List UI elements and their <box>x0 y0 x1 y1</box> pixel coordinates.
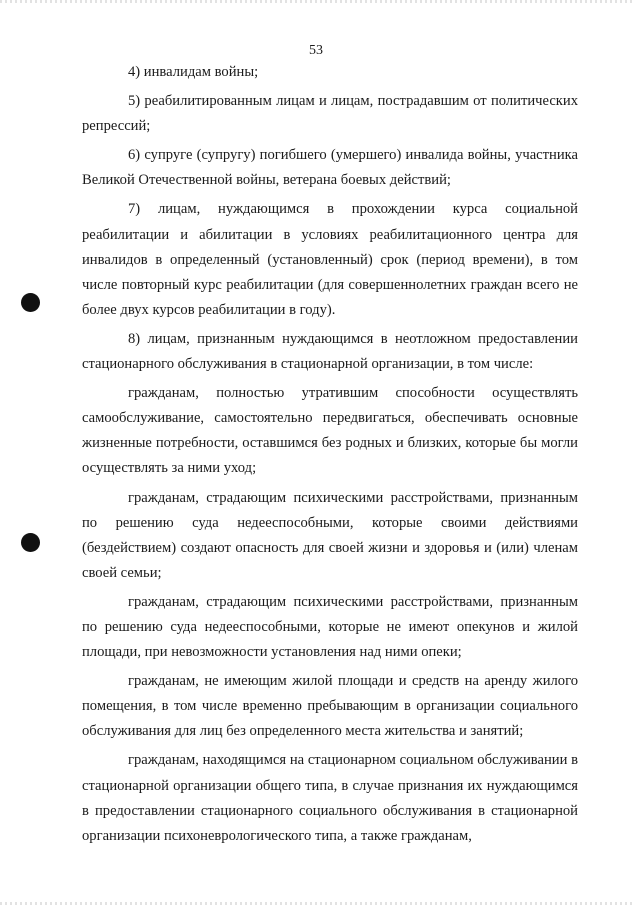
paragraph-item-7: 7) лицам, нуждающимся в прохождении курса социальной реабилитации и абилитации в условиях реабилитационного центра для инвалидов в определенный (установленный) срок (период времени), в том числе повторный курс реабилитации (для совершеннолетних граждан всего не более двух курсов реабилитации в году). <box>82 201 578 318</box>
paragraph-item-4: 4) инвалидам войны; <box>128 64 259 80</box>
paragraph-item-6: 6) супруге (супругу) погибшего (умершего) инвалида войны, участника Великой Отечественной войны, ветерана боевых действий; <box>82 147 578 189</box>
paragraph-subitem-4: гражданам, не имеющим жилой площади и средств на аренду жилого помещения, в том числе временно пребывающим в организации социального обслуживания для лиц без определенного места жительства и занятий; <box>82 673 578 740</box>
paragraph-subitem-5: гражданам, находящимся на стационарном социальном обслуживании в стационарной организации общего типа, в случае признания их нуждающимся в предоставлении стационарного социального обслуживания в стационарной организации психоневрологического типа, а также гражданам, <box>82 752 578 844</box>
paragraph-subitem-2: гражданам, страдающим психическими расстройствами, признанным по решению суда недееспособными, которые своими действиями (бездействием) создают опасность для своей жизни и здоровья и (или) членам своей семьи; <box>82 489 578 581</box>
scan-edge-top <box>0 0 632 3</box>
punch-hole-top <box>21 293 40 312</box>
page-number: 53 <box>309 43 323 58</box>
document-body <box>82 60 578 849</box>
paragraph-item-5: 5) реабилитированным лицам и лицам, пострадавшим от политических репрессий; <box>82 93 578 135</box>
paragraph-subitem-1: гражданам, полностью утратившим способности осуществлять самообслуживание, самостоятельно передвигаться, обеспечивать основные жизненные потребности, оставшимся без родных и близких, которые бы могли осуществлять за ними уход; <box>82 385 578 477</box>
paragraph-item-8: 8) лицам, признанным нуждающимся в неотложном предоставлении стационарного обслуживания в стационарной организации, в том числе: <box>82 330 578 373</box>
paragraph-subitem-3: гражданам, страдающим психическими расстройствами, признанным по решению суда недееспособными, которые не имеют опекунов и жилой площади, при невозможности установления над ними опеки; <box>82 593 578 661</box>
punch-hole-bottom <box>21 533 40 552</box>
